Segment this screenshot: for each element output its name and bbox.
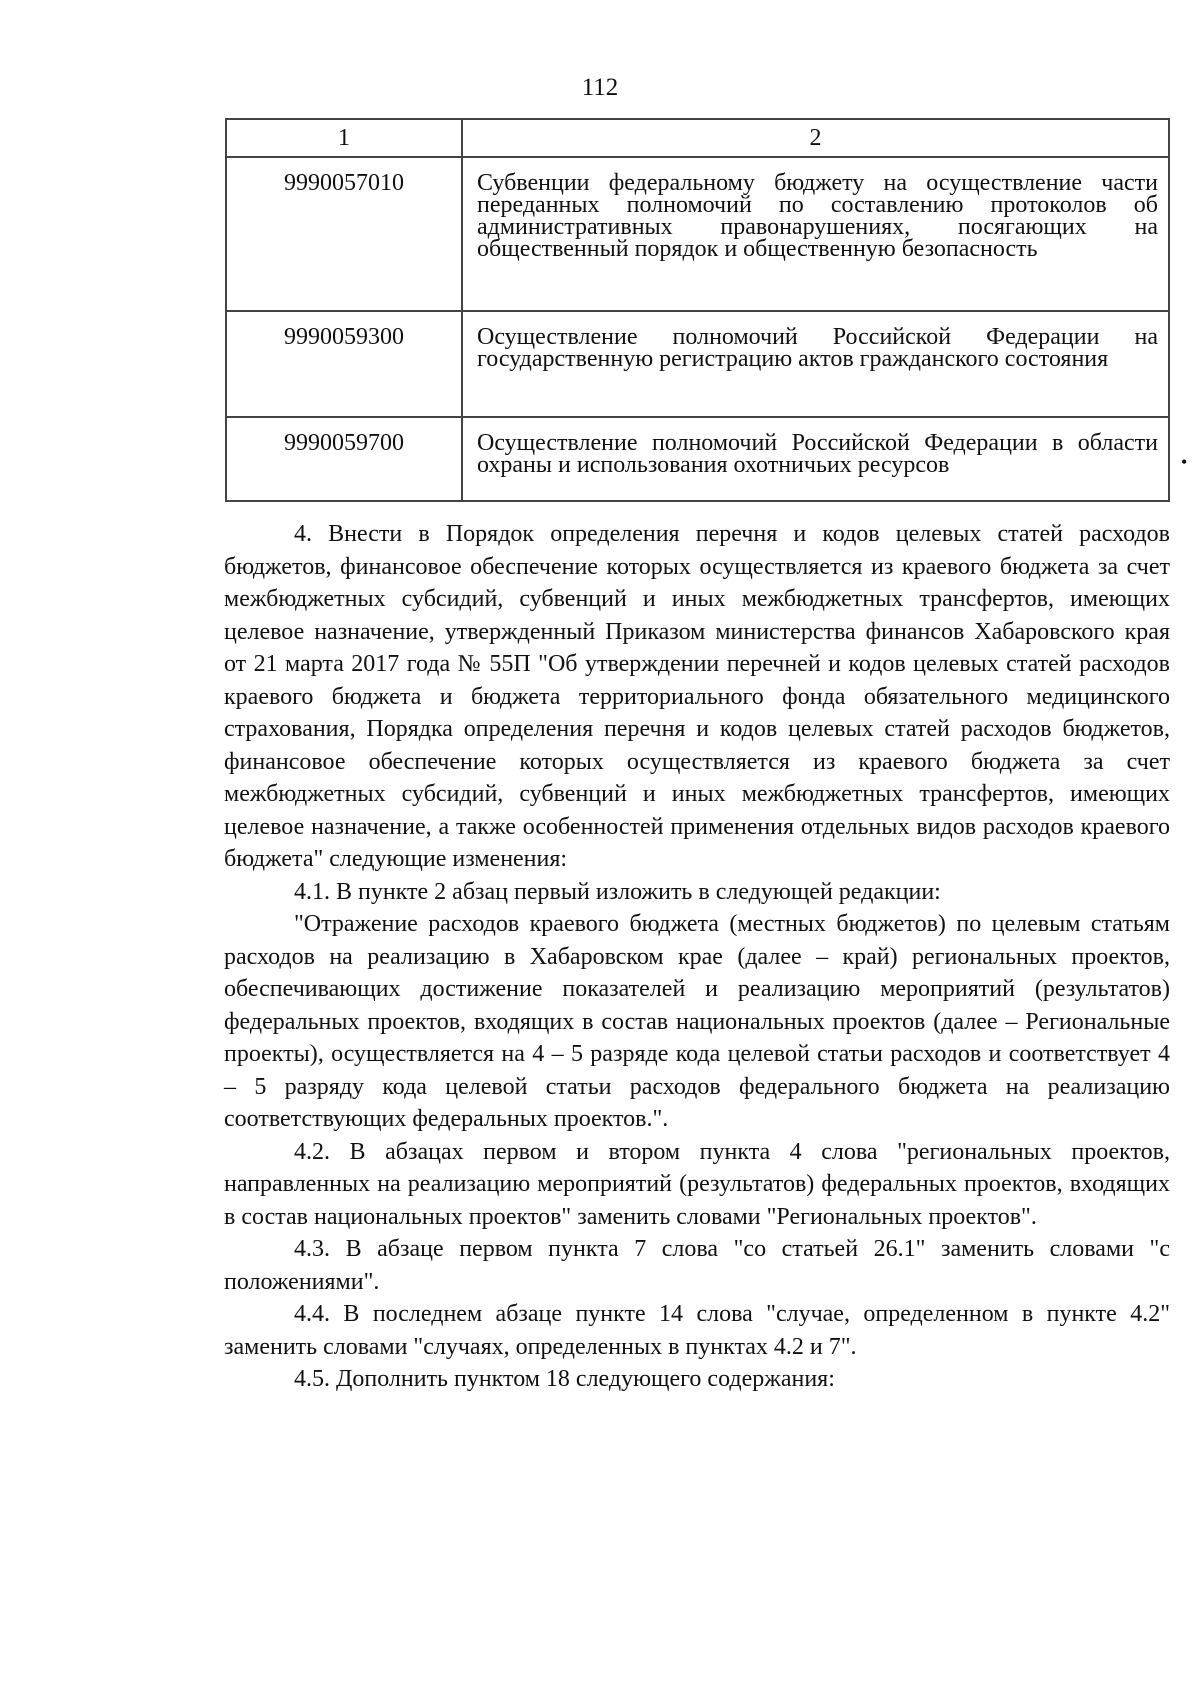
target-articles-table <box>225 118 1170 502</box>
target-article-code: 9990059300 <box>226 311 462 417</box>
stray-mark: • <box>1181 452 1188 472</box>
target-article-code: 9990057010 <box>226 157 462 311</box>
paragraph-item-4-1: 4.1. В пункте 2 абзац первый изложить в следующей редакции: <box>294 878 941 905</box>
paragraph-item-4-5: 4.5. Дополнить пунктом 18 следующего содержания: <box>294 1366 835 1392</box>
table-row <box>226 417 1169 501</box>
paragraph-item-4-3: 4.3. В абзаце первом пункта 7 слова "со статьей 26.1" заменить словами "с положениями". <box>224 1236 1170 1295</box>
target-article-description: Субвенции федеральному бюджету на осуществление части переданных полномочий по составлению протоколов об административных правонарушениях, посягающих на общественный порядок и общественную безопасность <box>462 157 1169 311</box>
paragraph-quoted-text: "Отражение расходов краевого бюджета (местных бюджетов) по целевым статьям расходов на реализацию в Хабаровском крае (далее – край) региональных проектов, обеспечивающих достижение показателей и реализацию мероприятий (результатов) федеральных проектов, входящих в состав национальных проектов (далее – Региональные проекты), осуществляется на 4 – 5 разряде кода целевой статьи расходов и соответствует 4 – 5 разряду кода целевой статьи расходов федерального бюджета на реализацию соответствующих федеральных проектов.". <box>224 911 1170 1132</box>
table-row <box>226 311 1169 417</box>
page-number: 112 <box>581 74 619 101</box>
column-header-description: 2 <box>462 119 1169 157</box>
target-article-description: Осуществление полномочий Российской Федерации в области охраны и использования охотничьих ресурсов <box>462 417 1169 501</box>
paragraph-item-4: 4. Внести в Порядок определения перечня и кодов целевых статей расходов бюджетов, финансовое обеспечение которых осуществляется из краевого бюджета за счет межбюджетных субсидий, субвенций и иных межбюджетных трансфертов, имеющих целевое назначение, утвержденный Приказом министерства финансов Хабаровского края от 21 марта 2017 года № 55П "Об утверждении перечней и кодов целевых статей расходов краевого бюджета и бюджета территориального фонда обязательного медицинского страхования, Порядка определения перечня и кодов целевых статей расходов бюджетов, финансовое обеспечение которых осуществляется из краевого бюджета за счет межбюджетных субсидий, субвенций и иных межбюджетных трансфертов, имеющих целевое назначение, а также особенностей применения отдельных видов расходов краевого бюджета" следующие изменения: <box>224 521 1170 872</box>
target-article-code: 9990059700 <box>226 417 462 501</box>
table-row <box>226 157 1169 311</box>
target-article-description: Осуществление полномочий Российской Федерации на государственную регистрацию актов гражданского состояния <box>462 311 1169 417</box>
paragraph-item-4-2: 4.2. В абзацах первом и втором пункта 4 слова "региональных проектов, направленных на реализацию мероприятий (результатов) федеральных проектов, входящих в состав национальных проектов" заменить словами "Региональных проектов". <box>224 1138 1170 1230</box>
column-header-code: 1 <box>226 119 462 157</box>
document-body <box>224 518 1170 1396</box>
paragraph-item-4-4: 4.4. В последнем абзаце пункте 14 слова "случае, определенном в пункте 4.2" заменить словами "случаях, определенных в пунктах 4.2 и 7". <box>224 1301 1170 1360</box>
table-header-row <box>226 119 1169 157</box>
